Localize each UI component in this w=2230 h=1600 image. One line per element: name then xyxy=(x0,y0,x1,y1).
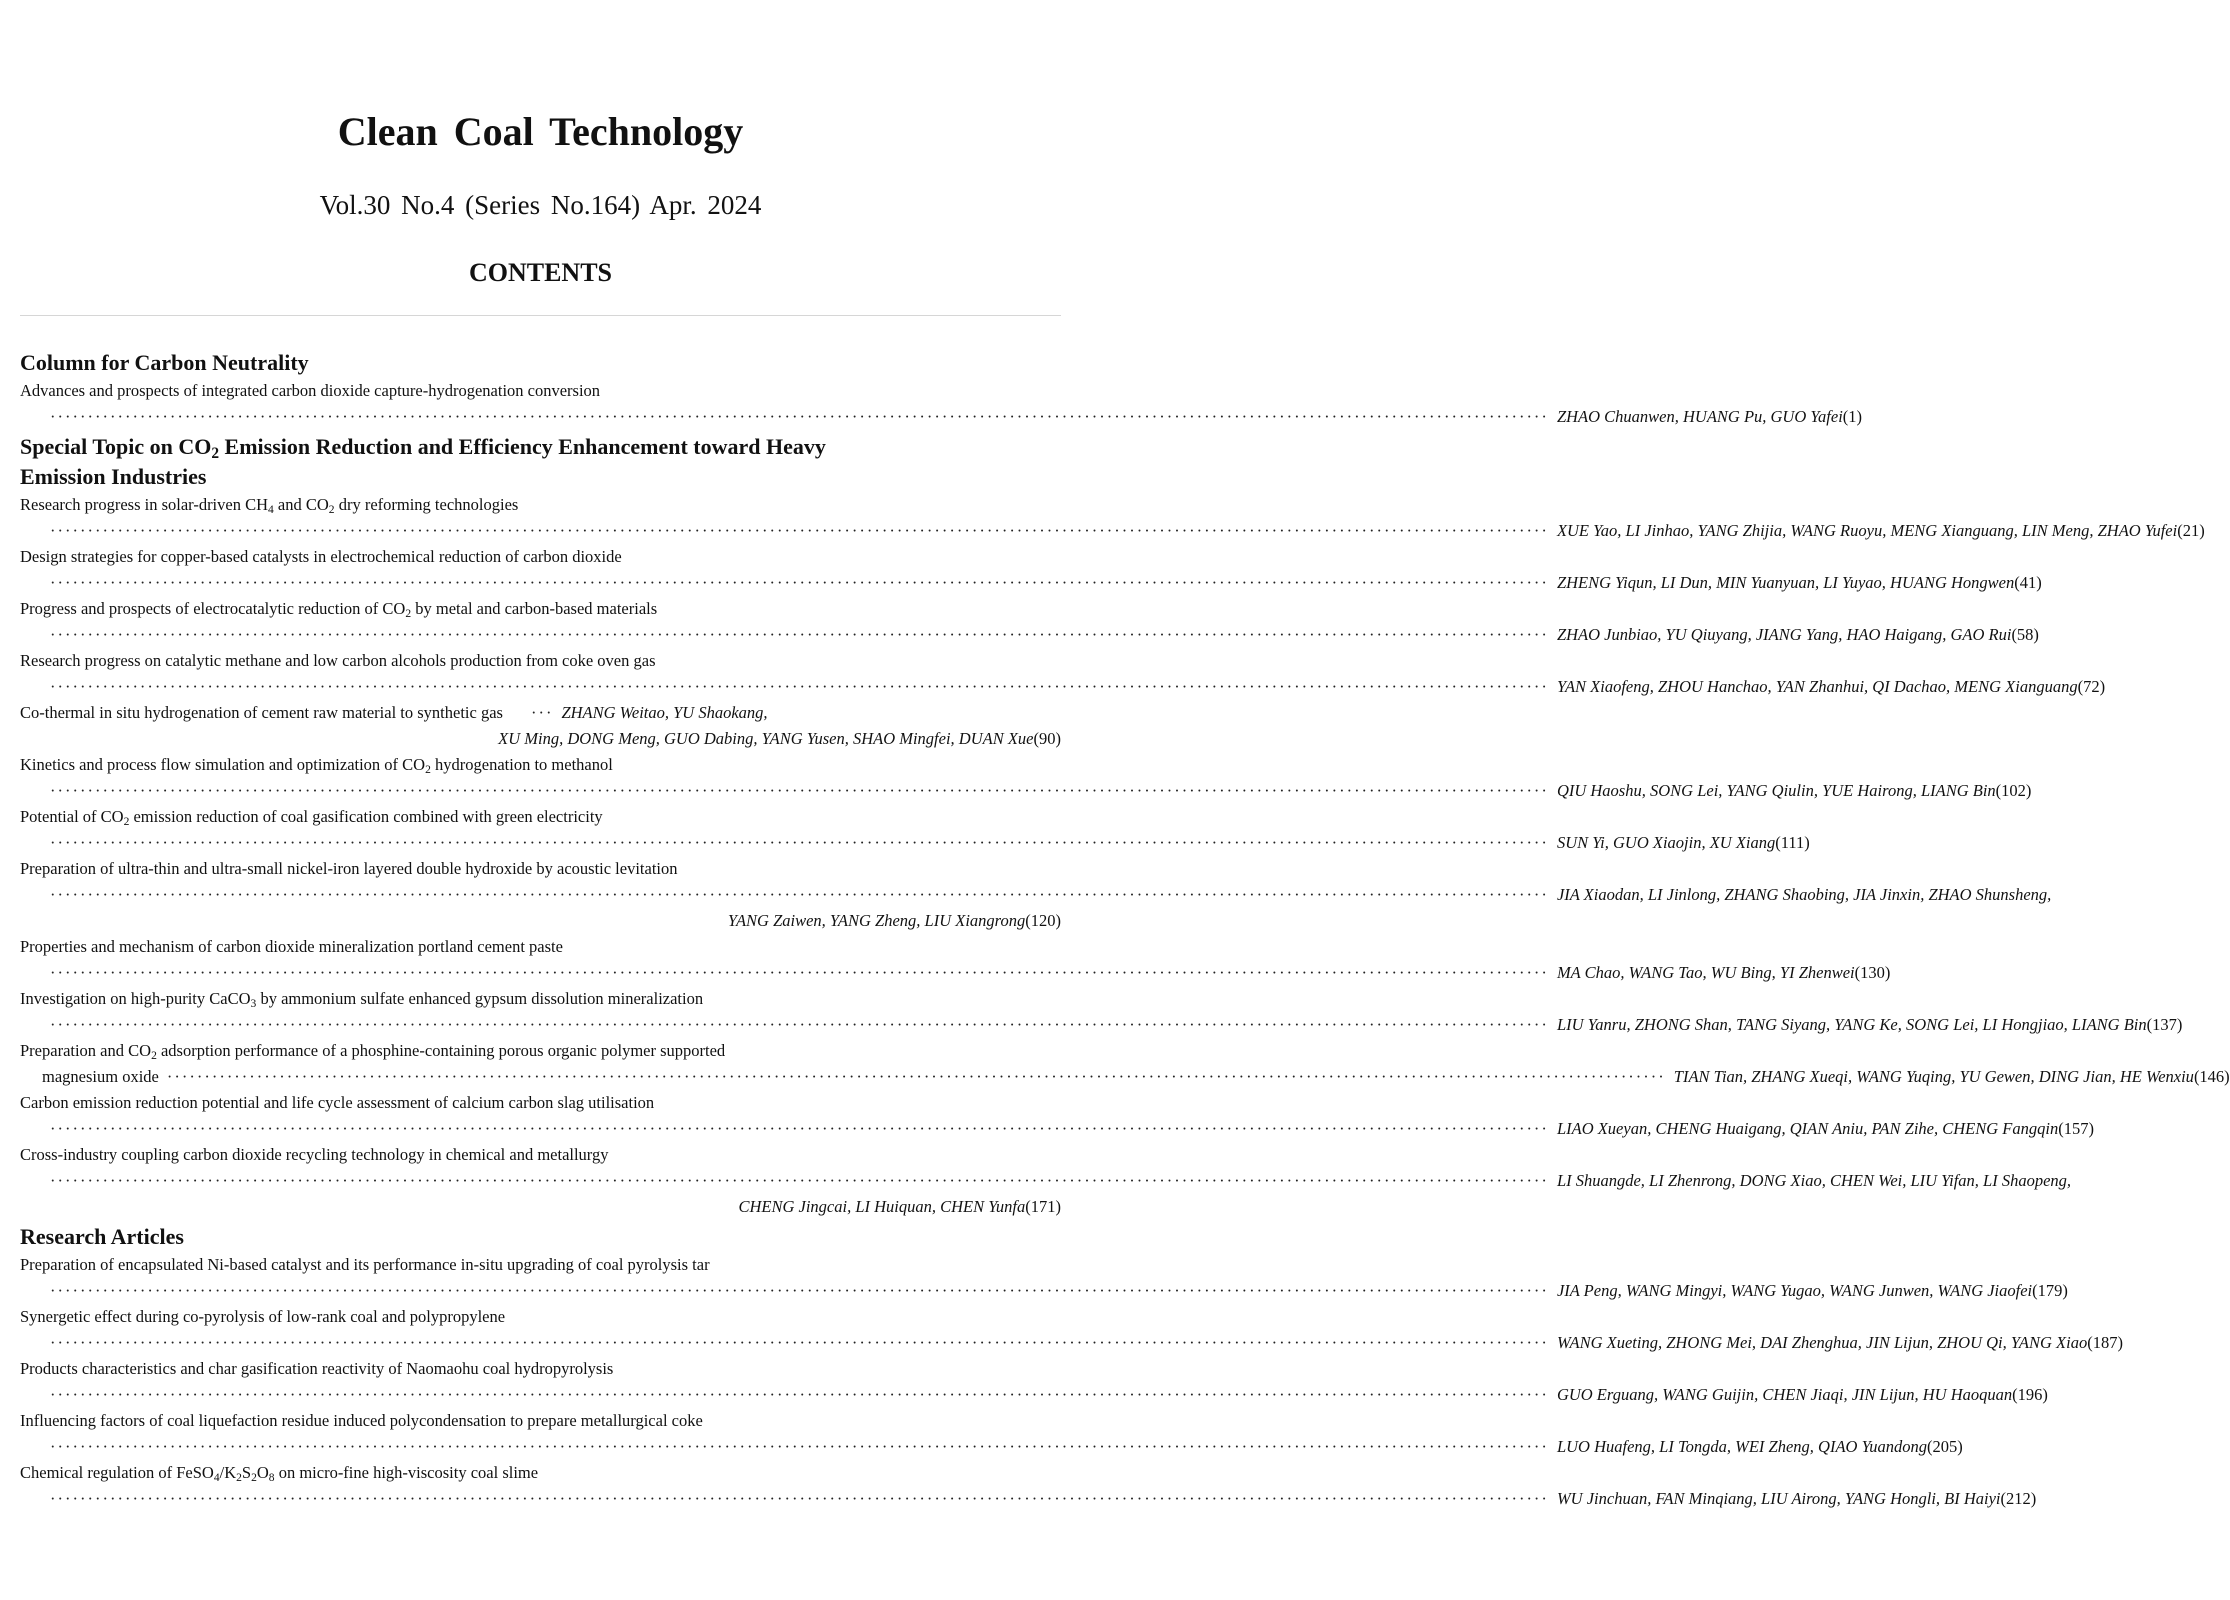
article-authors: JIA Xiaodan, LI Jinlong, ZHANG Shaobing, JIA Jinxin, ZHAO Shunsheng, xyxy=(1556,885,2052,904)
page-number: (1) xyxy=(1842,407,1863,426)
entry-line xyxy=(20,1434,1963,1460)
toc-entry[interactable] xyxy=(20,1304,2123,1356)
entry-line xyxy=(20,778,2032,804)
leader-dots: ········································································································································································································ xyxy=(50,885,1549,904)
article-title: Progress and prospects of electrocatalytic reduction of $CO_2$ by metal and carbon-based materials xyxy=(20,599,658,620)
article-authors: LIAO Xueyan, CHENG Huaigang, QIAN Aniu, PAN Zihe, CHENG Fangqin xyxy=(1556,1119,2059,1138)
page-number: (120) xyxy=(1025,911,1061,930)
issue-line: Vol.30 No.4 (Series No.164) Apr. 2024 xyxy=(319,190,762,220)
leader-dots: ········································································································································································································ xyxy=(50,1333,1549,1352)
entry-line xyxy=(20,1382,2048,1408)
page-number: (130) xyxy=(1854,963,1891,982)
page-number: (187) xyxy=(2087,1333,2123,1352)
leader-dots: ········································································································································································································ xyxy=(50,1437,1549,1456)
leader-dots: ········································································································································································································ xyxy=(50,963,1549,982)
article-authors: LI Shuangde, LI Zhenrong, DONG Xiao, CHEN Wei, LIU Yifan, LI Shaopeng, xyxy=(1556,1171,2072,1190)
page-number: (72) xyxy=(2077,677,2106,696)
article-authors: WU Jinchuan, FAN Minqiang, LIU Airong, YANG Hongli, BI Haiyi xyxy=(1556,1489,2001,1508)
article-authors: XUE Yao, LI Jinhao, YANG Zhijia, WANG Ruoyu, MENG Xianguang, LIN Meng, ZHAO Yufei xyxy=(1556,521,2178,540)
journal-title: Clean Coal Technology xyxy=(337,109,744,154)
leader-dots: ········································································································································································································ xyxy=(50,1385,1549,1404)
toc-entry[interactable] xyxy=(20,1356,2048,1408)
entry-line xyxy=(20,1116,2094,1142)
toc-entry[interactable] xyxy=(20,700,1061,752)
article-authors: YAN Xiaofeng, ZHOU Hanchao, YAN Zhanhui, QI Dachao, MENG Xianguang xyxy=(1556,677,2078,696)
toc-entry[interactable] xyxy=(20,1252,2068,1304)
article-title: Research progress in solar-driven $CH_4$ and $CO_2$ dry reforming technologies xyxy=(20,495,519,516)
entry-line xyxy=(20,1194,1061,1220)
entry-line xyxy=(20,960,1891,986)
article-title: Preparation of encapsulated Ni-based catalyst and its performance in-situ upgrading of coal pyrolysis tar xyxy=(20,1255,710,1274)
leader-dots: ········································································································································································································ xyxy=(50,573,1549,592)
article-title: Chemical regulation of $FeSO_4/K_2S_2O_8$ on micro-fine high-viscosity coal slime xyxy=(20,1463,539,1484)
entry-line xyxy=(20,830,1810,856)
entry-line xyxy=(20,674,2106,700)
section-title: Research Articles xyxy=(20,1224,184,1249)
entry-line xyxy=(20,1278,2068,1304)
divider xyxy=(20,315,1061,316)
toc-entry[interactable] xyxy=(20,934,1891,986)
article-title: Potential of $CO_2$ emission reduction of coal gasification combined with green electricity xyxy=(20,807,603,828)
toc-entry[interactable] xyxy=(20,986,2183,1038)
section-title-cont: Emission Industries xyxy=(20,464,207,489)
article-title: Synergetic effect during co-pyrolysis of low-rank coal and polypropylene xyxy=(20,1307,506,1326)
toc-entry[interactable] xyxy=(20,1090,2094,1142)
article-authors: ZHAO Chuanwen, HUANG Pu, GUO Yafei xyxy=(1556,407,1843,426)
toc-entry[interactable] xyxy=(20,1038,2230,1090)
toc-entry[interactable] xyxy=(20,596,2039,648)
page-number: (157) xyxy=(2058,1119,2094,1138)
entry-line xyxy=(20,1330,2123,1356)
article-title: Influencing factors of coal liquefaction residue induced polycondensation to prepare metallurgical coke xyxy=(20,1411,703,1430)
article-authors: ZHANG Weitao, YU Shaokang, xyxy=(561,703,768,722)
article-authors: JIA Peng, WANG Mingyi, WANG Yugao, WANG Junwen, WANG Jiaofei xyxy=(1556,1281,2033,1300)
entry-line xyxy=(20,1012,2183,1038)
page-number: (205) xyxy=(1927,1437,1963,1456)
page-number: (171) xyxy=(1025,1197,1061,1216)
page-number: (179) xyxy=(2032,1281,2068,1300)
article-authors: SUN Yi, GUO Xiaojin, XU Xiang xyxy=(1556,833,1776,852)
page-number: (41) xyxy=(2014,573,2042,592)
leader-dots: ········································································································································································································ xyxy=(50,1119,1549,1138)
toc-entry[interactable] xyxy=(20,1142,2072,1220)
leader-dots: ········································································································································································································ xyxy=(50,1281,1549,1300)
article-authors-cont: YANG Zaiwen, YANG Zheng, LIU Xiangrong xyxy=(727,911,1026,930)
toc-entry[interactable] xyxy=(20,804,1810,856)
page-number: (111) xyxy=(1775,833,1810,852)
article-title: Preparation of ultra-thin and ultra-small nickel-iron layered double hydroxide by acoustic levitation xyxy=(20,859,678,878)
leader-dots: ········································································································································································································ xyxy=(50,1015,1549,1034)
leader-dots: ········································································································································································································ xyxy=(50,625,1549,644)
article-title: Advances and prospects of integrated carbon dioxide capture-hydrogenation conversion xyxy=(20,381,601,400)
section-heading xyxy=(20,1222,1061,1252)
article-title: Research progress on catalytic methane and low carbon alcohols production from coke oven gas xyxy=(20,651,656,670)
page-number: (58) xyxy=(2011,625,2039,644)
article-title: Products characteristics and char gasification reactivity of Naomaohu coal hydropyrolysis xyxy=(20,1359,614,1378)
entry-line xyxy=(20,1168,2072,1194)
article-title: Investigation on high-purity CaCO$_3$ by ammonium sulfate enhanced gypsum dissolution mineralization xyxy=(20,989,704,1010)
entry-line xyxy=(20,726,1061,752)
section-title: Column for Carbon Neutrality xyxy=(20,350,309,375)
leader-dots: ········································································································································································································ xyxy=(50,1171,1549,1190)
article-authors: WANG Xueting, ZHONG Mei, DAI Zhenghua, JIN Lijun, ZHOU Qi, YANG Xiao xyxy=(1556,1333,2088,1352)
section-heading xyxy=(20,348,1061,378)
article-title: Properties and mechanism of carbon dioxide mineralization portland cement paste xyxy=(20,937,563,956)
article-authors-cont: CHENG Jingcai, LI Huiquan, CHEN Yunfa xyxy=(738,1197,1026,1216)
page-number: (146) xyxy=(2193,1067,2230,1086)
leader-dots: ··· xyxy=(530,703,554,722)
article-authors: TIAN Tian, ZHANG Xueqi, WANG Yuqing, YU Gewen, DING Jian, HE Wenxiu xyxy=(1673,1067,2194,1086)
toc-entry[interactable] xyxy=(20,648,2106,700)
page-number: (196) xyxy=(2012,1385,2048,1404)
entry-line xyxy=(20,570,2042,596)
toc-entry[interactable] xyxy=(20,492,2205,544)
leader-dots: ········································································································································································································ xyxy=(50,1489,1549,1508)
article-title: Preparation and $CO_2$ adsorption performance of a phosphine-containing porous organic polymer supported xyxy=(20,1041,726,1062)
table-of-contents xyxy=(20,346,2230,1512)
toc-entry[interactable] xyxy=(20,378,1863,430)
page-number: (212) xyxy=(2000,1489,2037,1508)
toc-entry[interactable] xyxy=(20,1460,2037,1512)
entry-line xyxy=(20,404,1863,430)
entry-line xyxy=(20,700,1061,726)
article-title: Kinetics and process flow simulation and optimization of $CO_2$ hydrogenation to methanol xyxy=(20,755,613,776)
section-title: Special Topic on $CO_2$ Emission Reduction and Efficiency Enhancement toward Heavy xyxy=(20,434,826,462)
article-title: Cross-industry coupling carbon dioxide recycling technology in chemical and metallurgy xyxy=(20,1145,609,1164)
toc-entry[interactable] xyxy=(20,856,2052,934)
leader-dots: ········································································································································································································ xyxy=(50,521,1549,540)
toc-entry[interactable] xyxy=(20,544,2042,596)
article-authors: LIU Yanru, ZHONG Shan, TANG Siyang, YANG Ke, SONG Lei, LI Hongjiao, LIANG Bin xyxy=(1556,1015,2147,1034)
article-title: Co-thermal in situ hydrogenation of cement raw material to synthetic gas xyxy=(20,703,503,722)
contents-heading: CONTENTS xyxy=(468,258,613,287)
page-number: (102) xyxy=(1995,781,2032,800)
article-authors: GUO Erguang, WANG Guijin, CHEN Jiaqi, JIN Lijun, HU Haoquan xyxy=(1556,1385,2013,1404)
article-authors: ZHAO Junbiao, YU Qiuyang, JIANG Yang, HAO Haigang, GAO Rui xyxy=(1556,625,2012,644)
page-number: (21) xyxy=(2177,521,2205,540)
leader-dots: ········································································································································································································ xyxy=(50,781,1549,800)
page-number: (137) xyxy=(2146,1015,2183,1034)
leader-dots: ········································································································································································································ xyxy=(50,407,1549,426)
section-heading xyxy=(20,432,1061,492)
entry-line xyxy=(20,1486,2037,1512)
article-authors: LUO Huafeng, LI Tongda, WEI Zheng, QIAO Yuandong xyxy=(1556,1437,1927,1456)
article-authors: MA Chao, WANG Tao, WU Bing, YI Zhenwei xyxy=(1556,963,1855,982)
entry-line xyxy=(20,882,2052,908)
article-title-cont: magnesium oxide xyxy=(42,1067,159,1086)
article-authors-cont: XU Ming, DONG Meng, GUO Dabing, YANG Yusen, SHAO Mingfei, DUAN Xue xyxy=(498,729,1034,748)
entry-line xyxy=(20,908,1061,934)
entry-line xyxy=(20,622,2039,648)
toc-entry[interactable] xyxy=(20,1408,1963,1460)
toc-entry[interactable] xyxy=(20,752,2032,804)
article-title: Carbon emission reduction potential and life cycle assessment of calcium carbon slag utilisation xyxy=(20,1093,655,1112)
entry-line xyxy=(20,518,2205,544)
leader-dots: ········································································································································································································ xyxy=(50,677,1549,696)
article-authors: ZHENG Yiqun, LI Dun, MIN Yuanyuan, LI Yuyao, HUANG Hongwen xyxy=(1556,573,2015,592)
leader-dots: ········································································································································································································ xyxy=(166,1067,1666,1086)
article-authors: QIU Haoshu, SONG Lei, YANG Qiulin, YUE Hairong, LIANG Bin xyxy=(1556,781,1996,800)
leader-dots: ········································································································································································································ xyxy=(50,833,1549,852)
page-number: (90) xyxy=(1033,729,1061,748)
article-title: Design strategies for copper-based catalysts in electrochemical reduction of carbon dioxide xyxy=(20,547,622,566)
entry-line xyxy=(20,1064,2230,1090)
